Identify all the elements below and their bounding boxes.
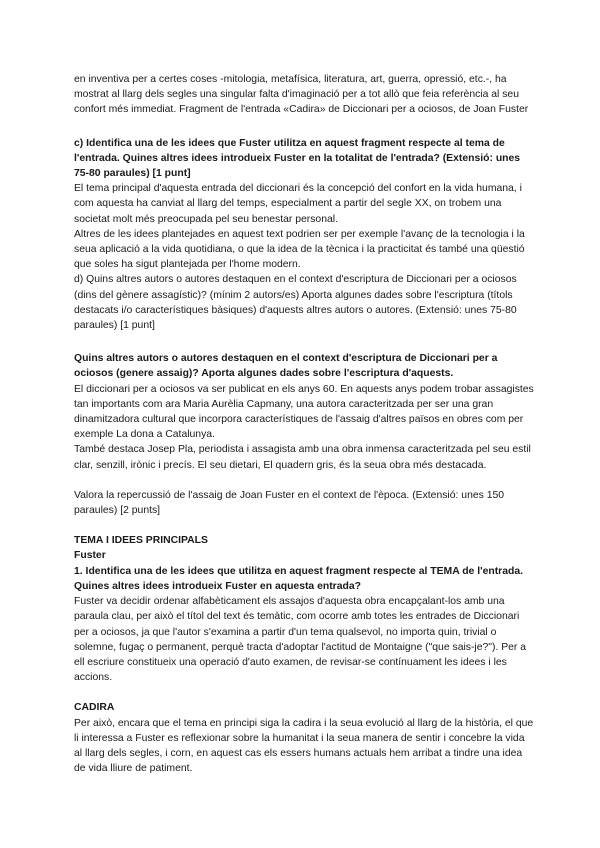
answer-c-paragraph-2: Altres de les idees plantejades en aquest text podrien ser per exemple l'avanç de la tecnologia i la seua aplicació a la vida quotidiana, o que la idea de la tècnica i la practicitat és també una qüestió que soles ha sigut plantejada per l'home modern. [74, 228, 525, 271]
question-valora: Valora la repercussió de l'assaig de Joan Fuster en el context de l'època. (Extensió: unes 150 paraules) [2 punts] [74, 489, 505, 517]
heading-cadira: CADIRA [74, 702, 115, 714]
question-authors: Quins altres autors o autores destaquen en el context d'escriptura de Diccionari per a ociosos (genere assaig)? Aporta algunes dades sobre l'escriptura d'aquests. [74, 353, 498, 380]
heading-tema: TEMA I IDEES PRINCIPALS [74, 535, 208, 547]
intro-paragraph: en inventiva per a certes coses -mitologia, metafísica, literatura, art, guerra, opressió, etc.-, ha mostrat al llarg dels segles una singular falta d'imaginació per a tot allò que feia referència al seu confort més immediat. Fragment de l'entrada «Cadira» de Diccionari per a ociosos, de Joan Fuster [74, 74, 529, 116]
question-1: 1. Identifica una de les idees que utilitza en aquest fragment respecte al TEMA de l'entrada. Quines altres idees introdueix Fuster en aquesta entrada? [74, 565, 524, 592]
answer-1: Fuster va decidir ordenar alfabèticament els assajos d'aquesta obra encapçalant-los amb una paraula clau, per això el títol del text és temàtic, com ocorre amb totes les entrades de Diccionari per a ociosos, ja que l'autor s'examina a partir d'un tema qualsevol, no importa quin, trivial o solemne, fugaç o permanent, perquè tracta d'adoptar l'actitud de Montaigne ("que sais-je?"). Per a ell escriure constitueix una operació d'auto examen, de revisar-se contínuament les idees i les accions. [74, 596, 527, 684]
answer-authors-paragraph-2: També destaca Josep Pla, periodista i assagista amb una obra inmensa caracteritzada pel seu estil clar, senzill, irònic i precís. El seu dietari, El quadern gris, és la seua obra més destacada. [74, 444, 531, 471]
document-page [74, 72, 534, 776]
heading-fuster: Fuster [74, 550, 106, 562]
answer-cadira: Per això, encara que el tema en principi siga la cadira i la seua evolució al llarg de la història, el que li interessa a Fuster es reflexionar sobre la humanitat i la seua manera de sentir i concebre la vida al llarg dels segles, i corn, en aquest cas els essers humans actuals hem arribat a tindre una idea de vida lliure de patiment. [74, 717, 534, 775]
question-d: d) Quins altres autors o autores destaquen en el context d'escriptura de Diccionari per a ociosos (dins del gènere assagístic)? (mínim 2 autors/es) Aporta algunes dades sobre l'escriptura (títols destacats i/o característiques bàsiques) d'aquests altres autors o autores. (Extensió: unes 75-80 paraules) [1 punt] [74, 274, 517, 332]
answer-authors-paragraph-1: El diccionari per a ociosos va ser publicat en els anys 60. En aquests anys podem trobar assagistes tan importants com ara Maria Aurèlia Capmany, una autora caracteritzada per ser una gran dinamitzadora cultural que incorpora característiques de l'assaig d'altres països en obres com per exemple La dona a Catalunya. [74, 383, 534, 441]
answer-c-paragraph-1: El tema principal d'aquesta entrada del diccionari és la concepció del confort en la vida humana, i com aquesta ha canviat al llarg del temps, especialment a partir del segle XX, on trobem una societat molt més preocupada pel seu benestar personal. [74, 183, 522, 225]
question-c: c) Identifica una de les idees que Fuster utilitza en aquest fragment respecte al tema de l'entrada. Quines altres idees introdueix Fuster en la totalitat de l'entrada? (Extensió: unes 75-80 paraules) [1 punt] [74, 137, 521, 180]
